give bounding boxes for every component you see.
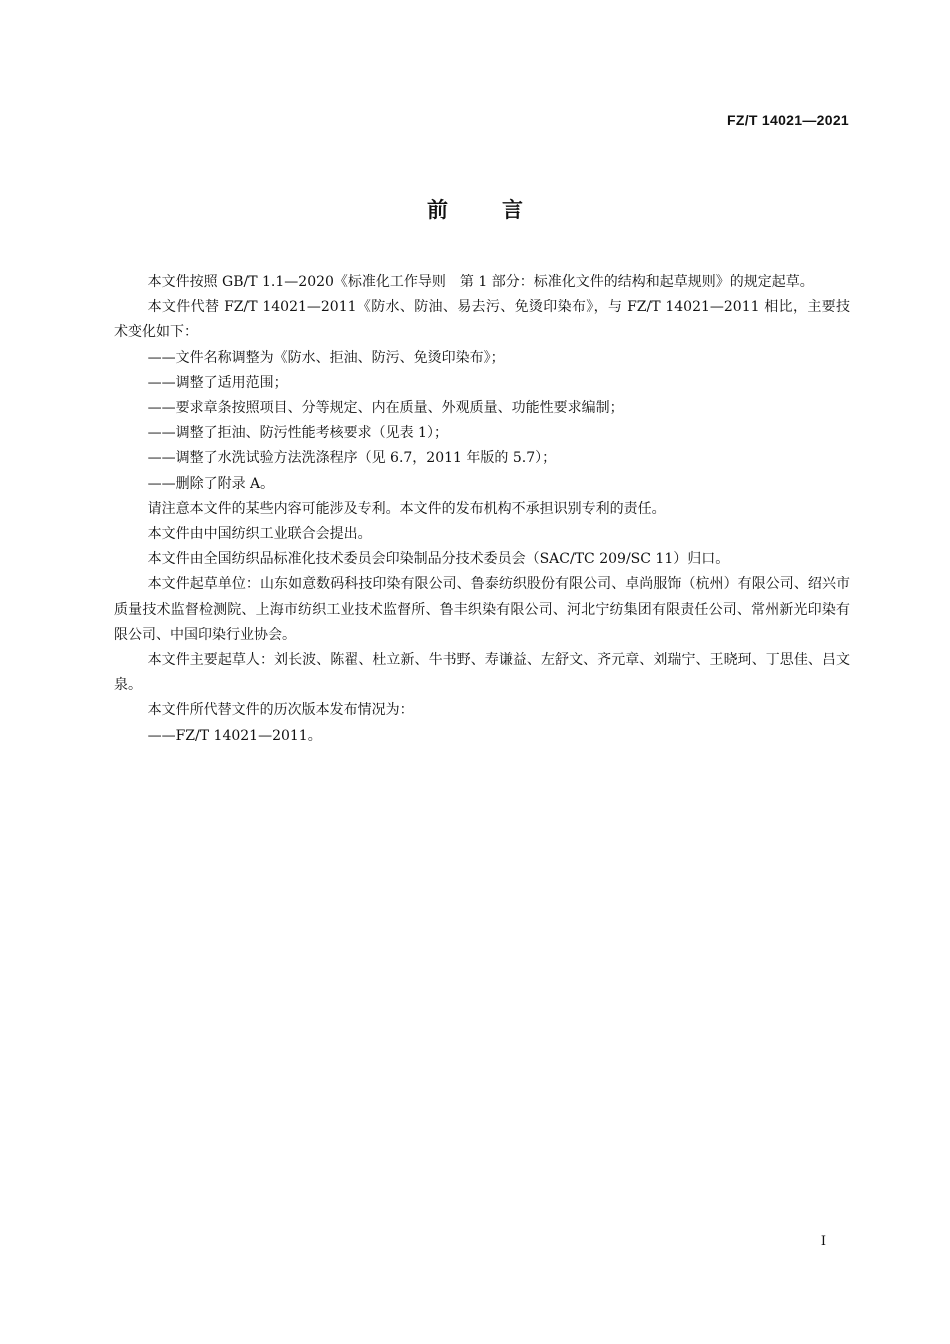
page-title-part-1: 前 <box>427 198 448 222</box>
change-item: ——文件名称调整为《防水、拒油、防污、免烫印染布》； <box>147 349 505 366</box>
change-item: ——删除了附录 A。 <box>147 475 275 492</box>
paragraph-technical-committee: 本文件由全国纺织品标准化技术委员会印染制品分技术委员会（SAC/TC 209/SC 11）归口。 <box>147 551 730 568</box>
version-history-item: ——FZ/T 14021—2011。 <box>147 727 322 744</box>
change-item: ——要求章条按照项目、分等规定、内在质量、外观质量、功能性要求编制； <box>147 400 624 417</box>
paragraph-drafting-organizations: 本文件起草单位：山东如意数码科技印染有限公司、鲁泰纺织股份有限公司、卓尚服饰（杭州）有限公司、绍兴市质量技术监督检测院、上海市纺织工业技术监督所、鲁丰织染有限公司、河北宁纺集团有限责任公司、常州新光印染有限公司、中国印染行业协会。 <box>114 576 850 643</box>
paragraph-replacement: 本文件代替 FZ/T 14021—2011《防水、防油、易去污、免烫印染布》，与 FZ/T 14021—2011 相比，主要技术变化如下： <box>114 299 850 341</box>
foreword-body <box>114 270 850 749</box>
page-title-part-2: 言 <box>502 198 523 222</box>
document-code: FZ/T 14021—2021 <box>726 112 849 128</box>
paragraph-drafters: 本文件主要起草人：刘长波、陈翟、杜立新、牛书野、寿谦益、左舒文、齐元章、刘瑞宁、王晓珂、丁思佳、吕文泉。 <box>114 652 850 694</box>
paragraph-proposed-by: 本文件由中国纺织工业联合会提出。 <box>147 526 372 543</box>
change-item: ——调整了水洗试验方法洗涤程序（见 6.7，2011 年版的 5.7）； <box>147 450 557 467</box>
page-number: I <box>820 1234 826 1249</box>
page-title <box>0 194 950 224</box>
change-item: ——调整了拒油、防污性能考核要求（见表 1）； <box>147 425 448 442</box>
change-item: ——调整了适用范围； <box>147 374 288 391</box>
paragraph-version-history: 本文件所代替文件的历次版本发布情况为： <box>147 702 414 719</box>
paragraph-drafting-rules: 本文件按照 GB/T 1.1—2020《标准化工作导则 第 1 部分：标准化文件的结构和起草规则》的规定起草。 <box>147 274 814 290</box>
paragraph-patent-notice: 请注意本文件的某些内容可能涉及专利。本文件的发布机构不承担识别专利的责任。 <box>147 500 666 517</box>
